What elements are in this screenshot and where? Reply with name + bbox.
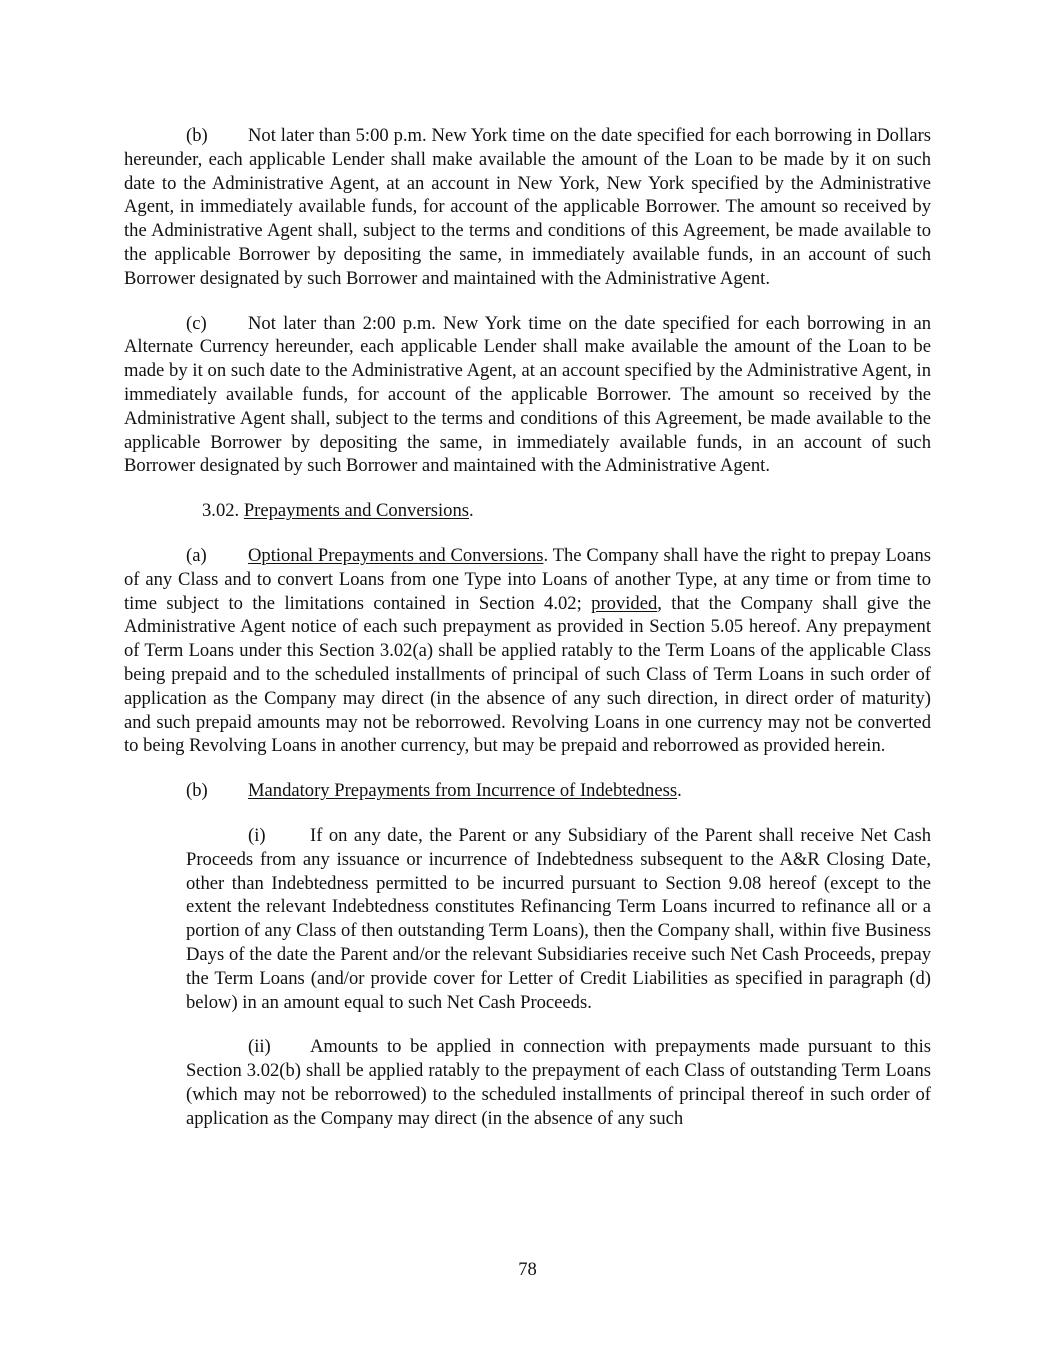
provided-term: provided (591, 592, 658, 614)
subparagraph-label: (ii) (248, 1036, 271, 1058)
paragraph-b-mandatory-prepayments (124, 779, 931, 803)
document-page (124, 124, 931, 1151)
section-title: Prepayments and Conversions (243, 500, 470, 522)
paragraph-label: (a) (186, 544, 207, 566)
paragraph-text: . The Company shall have the right to prepay Loans of any Class and to convert Loans from one Type into Loans of another Type, at any time or from time to time subject to the limitations contained in Section 4.02; (124, 544, 931, 614)
subparagraph-text: If on any date, the Parent or any Subsidiary of the Parent shall receive Net Cash Proceeds from any issuance or incurrence of Indebtedness subsequent to the A&R Closing Date, other than Indebtedness permitted to be incurred pursuant to Section 9.08 hereof (except to the extent the relevant Indebtedness constitutes Refinancing Term Loans incurred to refinance all or a portion of any Class of then outstanding Term Loans), then the Company shall, within five Business Days of the date the Parent and/or the relevant Subsidiaries receive such Net Cash Proceeds, prepay the Term Loans (and/or provide cover for Letter of Credit Liabilities as specified in paragraph (d) below) in an amount equal to such Net Cash Proceeds. (186, 824, 931, 1013)
page-number: 78 (518, 1259, 537, 1280)
paragraph-text: Not later than 2:00 p.m. New York time on the date specified for each borrowing in an Alternate Currency hereunder, each applicable Lender shall make available the amount of the Loan to be made by it on such date to the Administrative Agent, at an account specified by the Administrative Agent, in immediately available funds, for account of the applicable Borrower. The amount so received by the Administrative Agent shall, subject to the terms and conditions of this Agreement, be made available to the applicable Borrower by depositing the same, in immediately available funds, in an account of such Borrower designated by such Borrower and maintained with the Administrative Agent. (124, 312, 931, 477)
paragraph-label: (b) (186, 780, 208, 802)
paragraph-label: (c) (186, 312, 207, 334)
paragraph-title: Mandatory Prepayments from Incurrence of Indebtedness (248, 780, 678, 802)
subparagraph-label: (i) (248, 824, 266, 846)
subparagraph-ii (186, 1035, 931, 1130)
paragraph-text: Not later than 5:00 p.m. New York time on the date specified for each borrowing in Dollars hereunder, each applicable Lender shall make available the amount of the Loan to be made by it on such date to the Administrative Agent, at an account in New York, New York specified by the Administrative Agent, in immediately available funds, for account of the applicable Borrower. The amount so received by the Administrative Agent shall, subject to the terms and conditions of this Agreement, be made available to the applicable Borrower by depositing the same, in immediately available funds, in an account of such Borrower designated by such Borrower and maintained with the Administrative Agent. (124, 125, 931, 289)
paragraph-label: (b) (186, 125, 208, 146)
paragraph-a-optional-prepayments (124, 544, 931, 758)
section-heading (202, 499, 931, 523)
paragraph-title: Optional Prepayments and Conversions (248, 544, 544, 566)
section-number: 3.02. (202, 500, 240, 522)
subparagraph-text: Amounts to be applied in connection with prepayments made pursuant to this Section 3.02(b) shall be applied ratably to the prepayment of each Class of outstanding Term Loans (which may not be reborrowed) to the scheduled installments of principal thereof in such order of application as the Company may direct (in the absence of any such (186, 1036, 931, 1129)
paragraph-b-dollars (124, 124, 931, 291)
subparagraph-i (186, 824, 931, 1014)
subparagraph-text-block (186, 1035, 931, 1130)
paragraph-title-period: . (677, 780, 682, 802)
paragraph-text-continued: , that the Company shall give the Administrative Agent notice of each such prepayment as provided in Section 5.05 hereof. Any prepayment of Term Loans under this Section 3.02(a) shall be applied ratably to the Term Loans of the applicable Class being prepaid and to the scheduled installments of principal of such Class of Term Loans in such order of application as the Company may direct (in the absence of any such direction, in direct order of maturity) and such prepaid amounts may not be reborrowed. Revolving Loans in one currency may not be converted to being Revolving Loans in another currency, but may be prepaid and reborrowed as provided herein. (124, 592, 931, 757)
subparagraph-text-block (186, 824, 931, 1014)
section-title-period: . (469, 500, 474, 522)
paragraph-c-alternate-currency (124, 312, 931, 479)
